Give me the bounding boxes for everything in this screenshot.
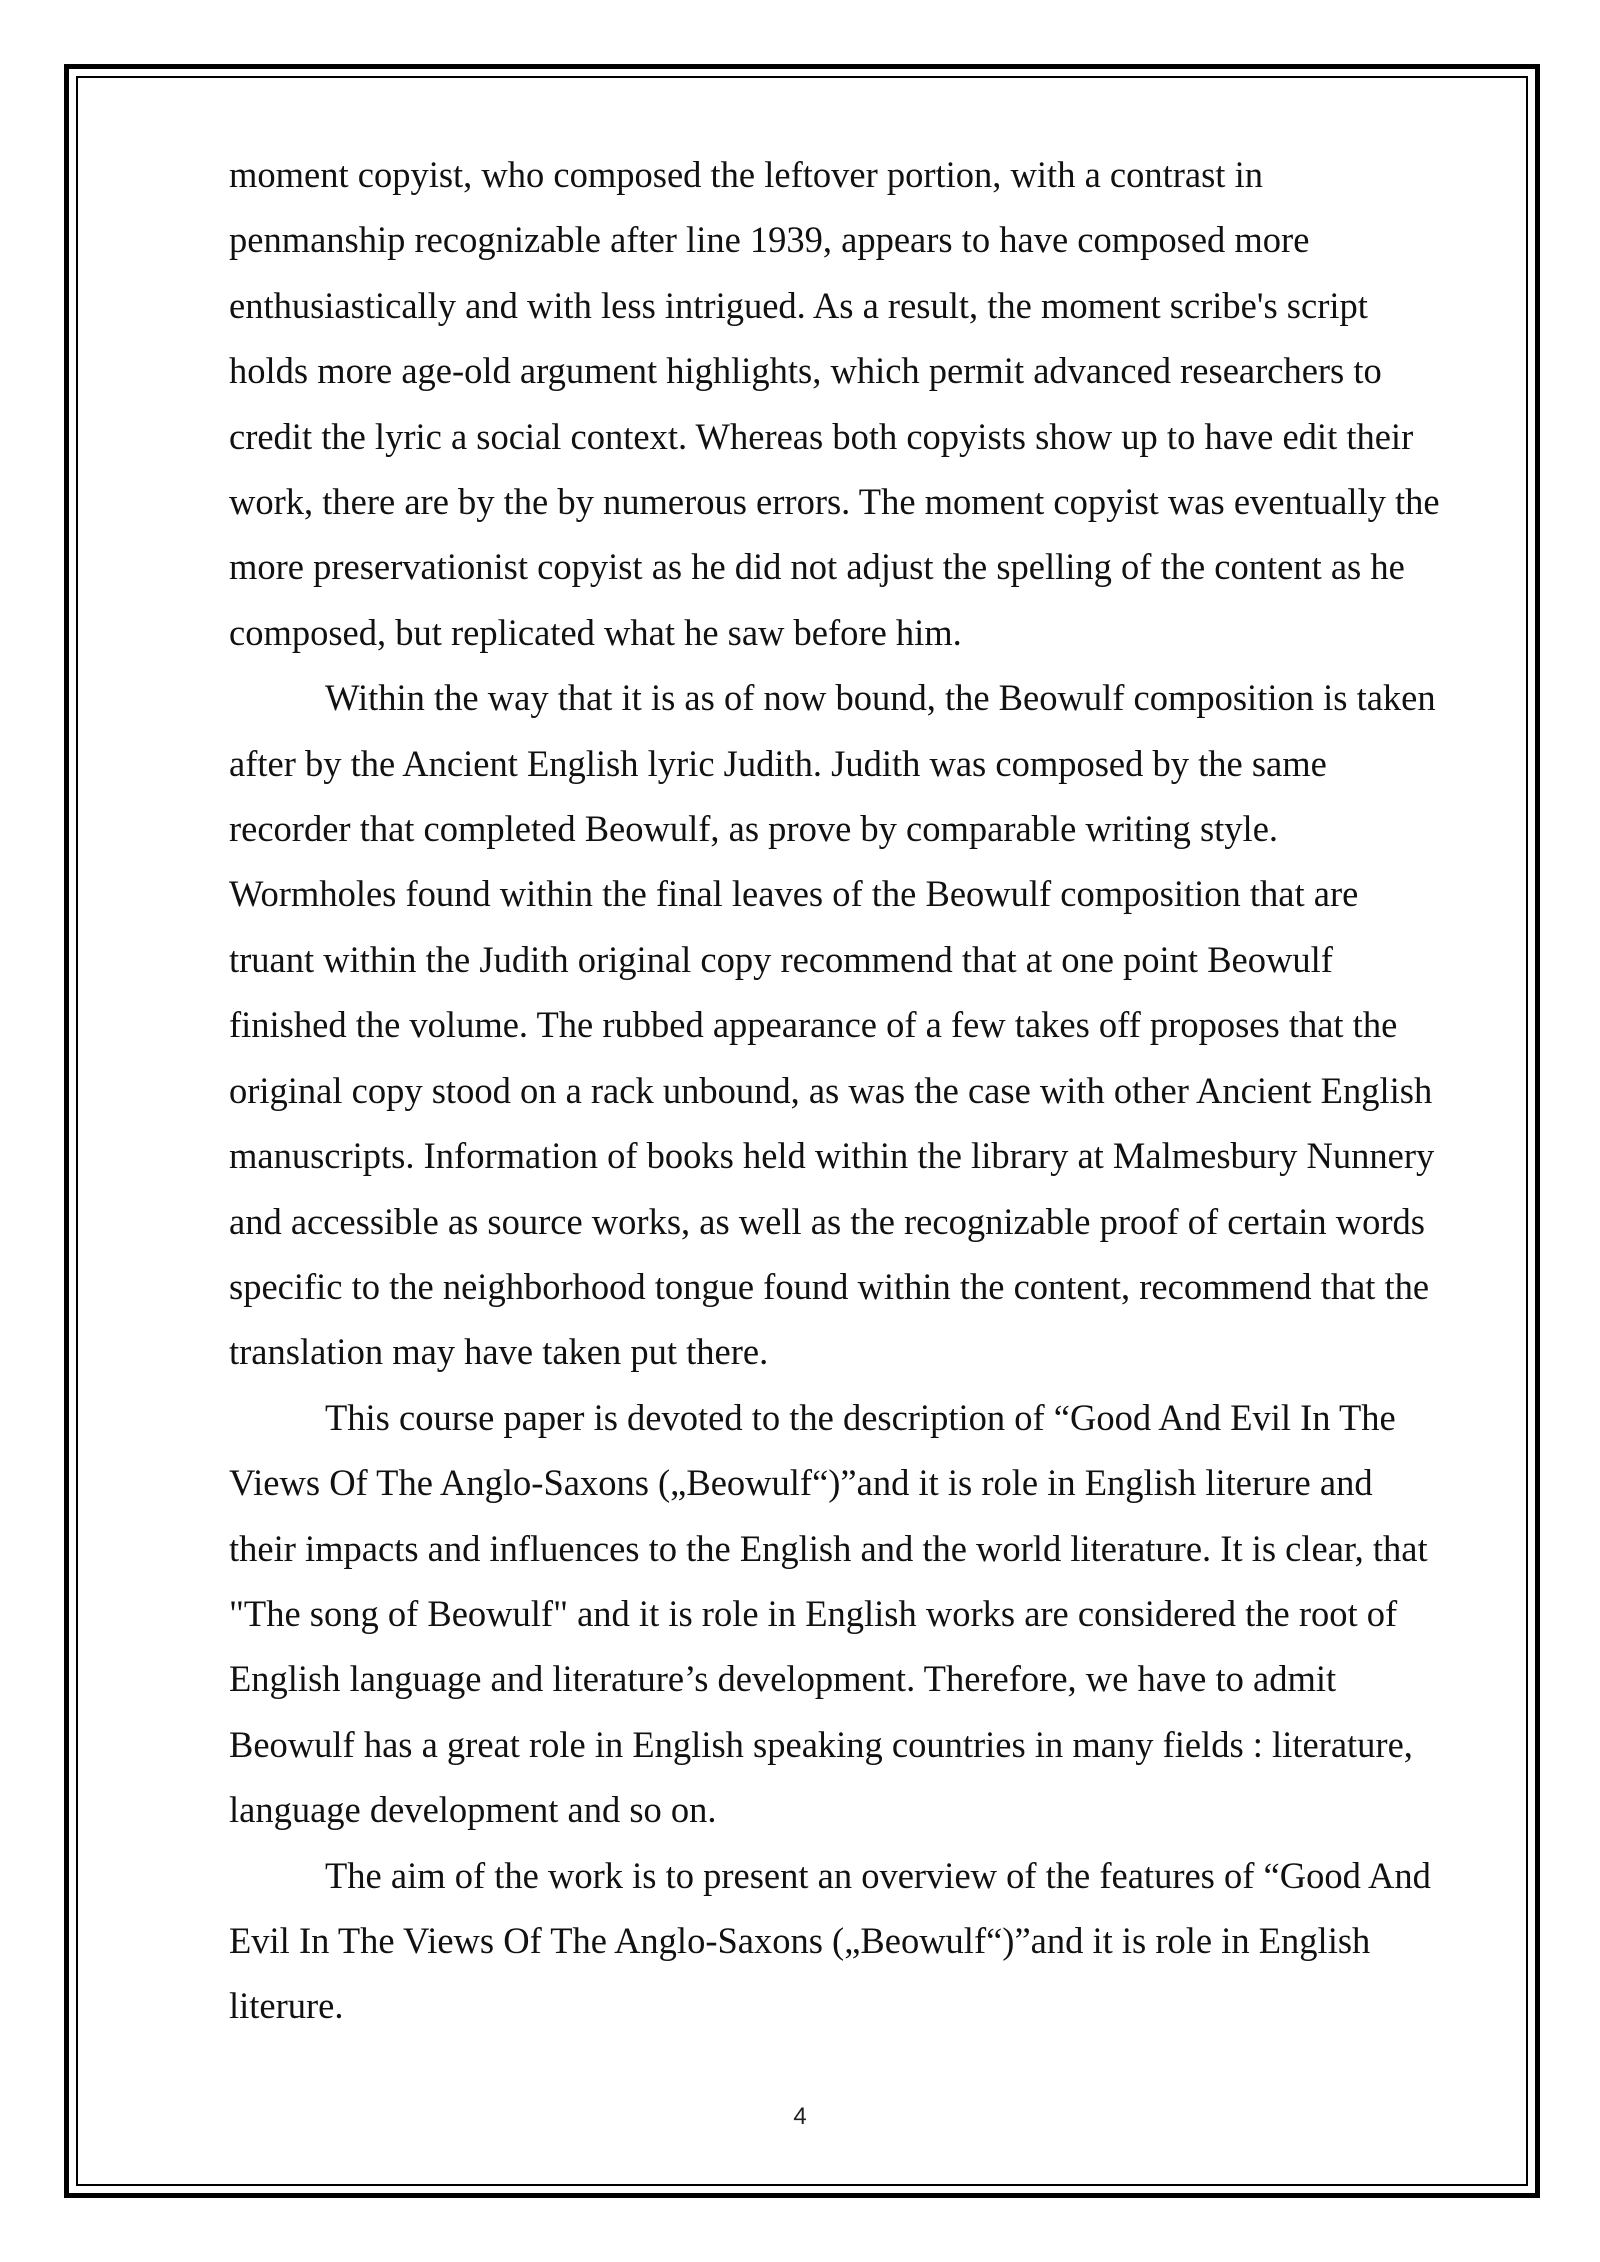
text-line: enthusiastically and with less intrigued. As a result, the moment scribe's script [229, 284, 1368, 326]
paragraph-4 [229, 1843, 1489, 2039]
text-line: language development and so on. [229, 1789, 717, 1831]
text-line: moment copyist, who composed the leftover portion, with a contrast in [229, 154, 1263, 195]
text-line: penmanship recognizable after line 1939, appears to have composed more [229, 219, 1310, 261]
text-line: credit the lyric a social context. Whereas both copyists show up to have edit their [229, 415, 1414, 457]
text-line: truant within the Judith original copy recommend that at one point Beowulf [229, 938, 1333, 980]
text-line: Within the way that it is as of now bound, the Beowulf composition is taken [325, 677, 1436, 719]
text-line: Evil In The Views Of The Anglo-Saxons („Beowulf“)”and it is role in English [229, 1919, 1371, 1961]
text-line: more preservationist copyist as he did not adjust the spelling of the content as he [229, 546, 1405, 588]
text-line: English language and literature’s development. Therefore, we have to admit [229, 1658, 1337, 1700]
page-number: 4 [793, 2103, 807, 2130]
paragraph-3 [229, 1385, 1489, 1843]
text-line: literure. [229, 1985, 344, 2027]
paragraph-1 [229, 142, 1489, 665]
text-line: specific to the neighborhood tongue found within the content, recommend that the [229, 1265, 1430, 1307]
document-body [229, 142, 1489, 2039]
paragraph-2 [229, 665, 1489, 1384]
text-line: their impacts and influences to the English and the world literature. It is clear, that [229, 1527, 1428, 1569]
text-line: holds more age-old argument highlights, which permit advanced researchers to [229, 350, 1382, 392]
text-line: This course paper is devoted to the description of “Good And Evil In The [325, 1396, 1396, 1438]
text-line: after by the Ancient English lyric Judith. Judith was composed by the same [229, 742, 1327, 784]
text-line: finished the volume. The rubbed appearance of a few takes off proposes that the [229, 1004, 1398, 1046]
text-line: work, there are by the by numerous errors. The moment copyist was eventually the [229, 481, 1440, 523]
text-line: recorder that completed Beowulf, as prove by comparable writing style. [229, 808, 1279, 850]
text-line: Views Of The Anglo-Saxons („Beowulf“)”and it is role in English literure and [229, 1462, 1373, 1504]
text-line: and accessible as source works, as well as the recognizable proof of certain words [229, 1200, 1425, 1242]
text-line: composed, but replicated what he saw before him. [229, 611, 962, 653]
text-line: manuscripts. Information of books held within the library at Malmesbury Nunnery [229, 1135, 1435, 1177]
text-line: Beowulf has a great role in English speaking countries in many fields : literature, [229, 1723, 1413, 1765]
text-line: The aim of the work is to present an overview of the features of “Good And [325, 1854, 1431, 1896]
text-line: translation may have taken put there. [229, 1331, 769, 1373]
text-line: original copy stood on a rack unbound, as was the case with other Ancient English [229, 1069, 1433, 1111]
text-line: Wormholes found within the final leaves of the Beowulf composition that are [229, 873, 1359, 915]
text-line: "The song of Beowulf" and it is role in English works are considered the root of [229, 1592, 1398, 1634]
